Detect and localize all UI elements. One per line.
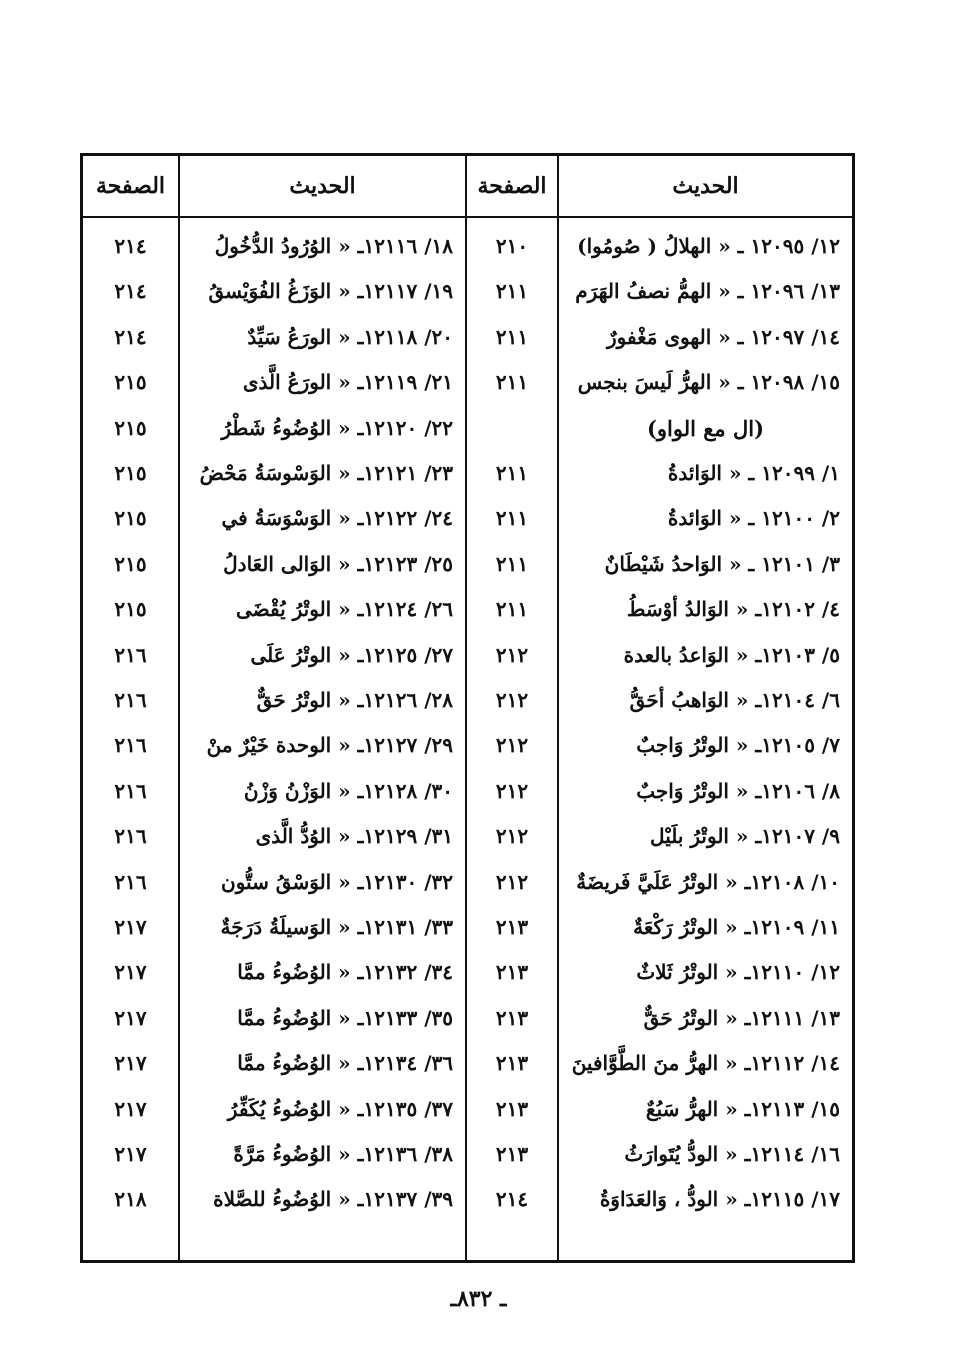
hadith-entry: ١١/ ١٢١٠٩ـ « الوتْرُ رَكْعَةٌ <box>633 915 840 939</box>
hadith-entry: ٢١/ ١٢١١٩ـ « الورَعُ الَّذى <box>242 370 453 395</box>
page-number-cell: ٢١٣ <box>495 915 529 939</box>
page-number-cell <box>467 406 557 451</box>
page-number-cell: ٢١٤ <box>114 279 147 304</box>
page-number-cell: ٢١٣ <box>495 1005 529 1030</box>
page-number-cell: ٢١٢ <box>495 869 529 894</box>
page-number-cell: ٢١٥ <box>114 461 147 485</box>
page-number-cell: ٢١٤ <box>495 1187 529 1212</box>
page-number-cell: ٢١١ <box>495 324 529 349</box>
hadith-entry: ٣٧/ ١٢١٣٥ـ « الوُضُوءُ يُكَفِّرُ <box>227 1096 453 1121</box>
page-number-cell: ٢١٣ <box>495 1051 529 1076</box>
page-number-cell: ٢١١ <box>495 597 529 622</box>
page-number-cell: ٢١٦ <box>114 778 147 803</box>
page-number-cell: ٢١٢ <box>495 642 529 667</box>
hadith-entry: ٣/ ١٢١٠١ ـ « الوَاحدُ شَيْطَانٌ <box>604 551 840 576</box>
header-page-left: الصفحة <box>95 173 166 199</box>
hadith-entry: ٧/ ١٢١٠٥ـ « الوتْرُ وَاجبٌ <box>636 733 840 758</box>
page-number-cell: ٢١٧ <box>114 1096 147 1121</box>
hadith-entry: ٢٥/ ١٢١٢٣ـ « الوَالى العَادلُ <box>223 551 453 576</box>
page-number-cell: ٢١٠ <box>495 234 529 258</box>
page-number-cell: ٢١١ <box>495 279 529 304</box>
page-number-cell: ٢١٧ <box>114 1142 147 1166</box>
section-heading: (ال مع الواو) <box>646 415 765 441</box>
page-number-cell: ٢١٥ <box>114 551 147 576</box>
hadith-entry: ١٤/ ١٢١١٢ـ « الهرُّ منَ الطَّوَّافينَ <box>571 1051 840 1076</box>
page-number-cell: ٢١٦ <box>114 824 147 849</box>
hadith-entry: ١٢/ ١٢١١٠ـ « الوتْرُ ثَلاثٌ <box>636 960 840 985</box>
page-number-cell: ٢١٥ <box>114 597 147 622</box>
page-number-cell: ٢١٣ <box>495 1096 529 1121</box>
hadith-entry: ٦/ ١٢١٠٤ـ « الوَاهبُ أحَقُّ <box>629 688 840 712</box>
hadith-entry: ٤/ ١٢١٠٢ـ « الوَالدُ أوْسَطُ <box>626 597 840 622</box>
header-hadith-right: الحديث <box>672 173 739 199</box>
page-number-cell: ٢١٧ <box>114 915 147 939</box>
page-number-cell: ٢١٦ <box>114 642 147 667</box>
hadith-entry: ١٣/ ١٢٠٩٦ ـ « الهمُّ نصفُ الهَرَم <box>575 279 840 304</box>
hadith-entry: ٢٠/ ١٢١١٨ـ « الورَعُ سَيِّدٌ <box>247 324 453 349</box>
page-number-cell: ٢١٣ <box>495 960 529 985</box>
header-hadith-left: الحديث <box>289 173 356 199</box>
index-table <box>80 153 855 1263</box>
hadith-entry: ١٥/ ١٢٠٩٨ ـ « الهرُّ لَيسَ بنجس <box>577 370 840 395</box>
hadith-entry: ١٣/ ١٢١١١ـ « الوتْرُ حَقٌّ <box>643 1005 840 1030</box>
hadith-entry: ٢٤/ ١٢١٢٢ـ « الوَسْوَسَةُ في <box>221 506 453 531</box>
hadith-entry: ١٩/ ١٢١١٧ـ « الوَزَغُ الفُوَيْسقُ <box>208 279 453 304</box>
page-number-cell: ٢١٦ <box>114 733 147 758</box>
hadith-entry: ١٦/ ١٢١١٤ـ « الودُّ يُتَوارَثُ <box>624 1142 840 1166</box>
page-number-cell: ٢١٦ <box>114 688 147 712</box>
page-number-cell: ٢١١ <box>495 461 529 485</box>
hadith-entry: ١/ ١٢٠٩٩ ـ « الوَائدةُ <box>667 461 840 485</box>
page-number-cell: ٢١٣ <box>495 1142 529 1166</box>
hadith-entry: ١٤/ ١٢٠٩٧ ـ « الهوى مَغْفورٌ <box>606 324 840 349</box>
hadith-entry: ٣٥/ ١٢١٣٣ـ « الوُضُوءُ ممَّا <box>237 1005 453 1030</box>
hadith-entry: ١٥/ ١٢١١٣ـ « الهرُّ سَبُعٌ <box>645 1096 840 1121</box>
page-number-cell: ٢١١ <box>495 370 529 395</box>
page-number-cell: ٢١٧ <box>114 960 147 985</box>
page-number-cell: ٢١١ <box>495 551 529 576</box>
page-number-cell: ٢١١ <box>495 506 529 531</box>
hadith-entry: ١٠/ ١٢١٠٨ـ « الوتْرُ عَلَيَّ فَريضَةٌ <box>576 869 840 894</box>
page-number-cell: ٢١٧ <box>114 1051 147 1076</box>
page-number-cell: ٢١٥ <box>114 506 147 531</box>
hadith-entry: ٣٠/ ١٢١٢٨ـ « الوَزْنُ وَزْنُ <box>243 778 453 803</box>
hadith-entry: ٢٩/ ١٢١٢٧ـ « الوحدة خَيْرٌ منْ <box>206 733 453 758</box>
hadith-entry: ٣٦/ ١٢١٣٤ـ « الوُضُوءُ ممَّا <box>237 1051 453 1076</box>
hadith-entry: ٥/ ١٢١٠٣ـ « الوَاعدُ بالعدة <box>623 642 840 667</box>
page-number-cell: ٢١٥ <box>114 370 147 395</box>
page-number-cell: ٢١٤ <box>114 234 147 258</box>
page-number-cell: ٢١٧ <box>114 1005 147 1030</box>
hadith-entry: ١٨/ ١٢١١٦ـ « الوُرُودُ الدُّخُولُ <box>214 234 453 258</box>
hadith-entry: ٢٣/ ١٢١٢١ـ « الوَسْوسَةُ مَحْضُ <box>199 461 453 485</box>
hadith-entry: ٢٨/ ١٢١٢٦ـ « الوتْرُ حَقٌّ <box>256 688 453 712</box>
hadith-entry: ٢٧/ ١٢١٢٥ـ « الوتْرُ عَلَى <box>250 642 453 667</box>
hadith-entry: ١٧/ ١٢١١٥ـ « الودُّ ، وَالعَدَاوَةُ <box>599 1187 840 1212</box>
page-number-cell: ٢١٦ <box>114 869 147 894</box>
page-number-cell: ٢١٢ <box>495 778 529 803</box>
hadith-entry: ٢٢/ ١٢١٢٠ـ « الوُضُوءُ شَطْرُ <box>221 415 453 440</box>
hadith-entry: ٣٨/ ١٢١٣٦ـ « الوُضُوءُ مَرَّةً <box>233 1142 453 1166</box>
hadith-entry: ٢/ ١٢١٠٠ ـ « الوَائدةُ <box>667 506 840 531</box>
page-number-cell: ٢١٥ <box>114 415 147 440</box>
header-divider <box>83 216 852 218</box>
page-number-cell: ٢١٨ <box>114 1187 147 1212</box>
page-number: ـ ٨٣٢ـ <box>450 1286 507 1312</box>
hadith-entry: ١٢/ ١٢٠٩٥ ـ « الهلالُ ( صُومُوا) <box>577 234 840 258</box>
hadith-entry: ٣٩/ ١٢١٣٧ـ « الوُضُوءُ للصَّلاة <box>213 1187 453 1212</box>
hadith-entry: ٣٤/ ١٢١٣٢ـ « الوُضُوءُ ممَّا <box>237 960 453 985</box>
hadith-entry: ٨/ ١٢١٠٦ـ « الوتْرُ وَاجبٌ <box>636 778 840 803</box>
header-page-right: الصفحة <box>477 173 547 199</box>
hadith-entry: ٩/ ١٢١٠٧ـ « الوتْرُ بلَيْل <box>650 824 840 849</box>
page-number-cell: ٢١٢ <box>495 733 529 758</box>
hadith-entry: ٢٦/ ١٢١٢٤ـ « الوتْرُ يُقْضَى <box>235 597 453 622</box>
hadith-entry: ٣١/ ١٢١٢٩ـ « الوُدُّ الَّذى <box>255 824 453 849</box>
hadith-entry: ٣٢/ ١٢١٣٠ـ « الوَسْقُ ستُّون <box>221 869 453 894</box>
hadith-entry: ٣٣/ ١٢١٣١ـ « الوَسيلَةُ دَرَجَةٌ <box>220 915 453 939</box>
page-number-cell: ٢١٢ <box>495 688 529 712</box>
page-number-cell: ٢١٤ <box>114 324 147 349</box>
page-number-cell: ٢١٢ <box>495 824 529 849</box>
